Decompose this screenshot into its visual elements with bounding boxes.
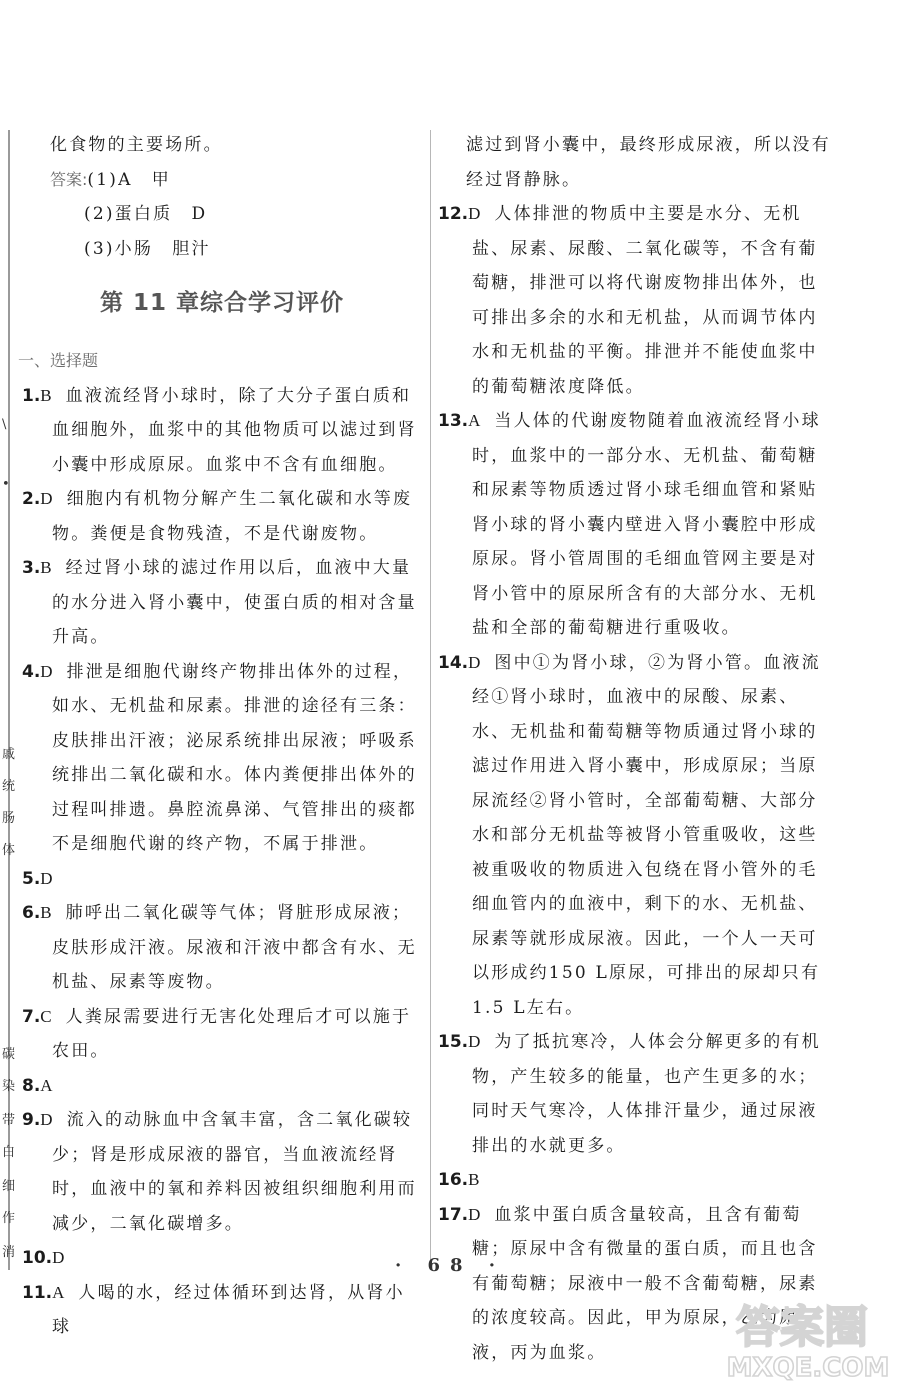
question-number: 2. <box>22 489 41 509</box>
answer-part: (2)蛋白质 D <box>84 204 208 224</box>
margin-fragment: 体 <box>2 843 16 858</box>
svg-text:答案圈: 答案圈 <box>736 1302 868 1353</box>
answer-letter: A <box>52 1282 65 1302</box>
question-item <box>22 1069 422 1104</box>
answer-letter: C <box>40 1006 52 1026</box>
answer-part: (3)小肠 胆汁 <box>84 238 211 259</box>
answer-label: 答案: <box>50 169 88 189</box>
continuation-text: 化食物的主要场所。 <box>50 135 223 155</box>
margin-fragment: 统 <box>2 779 16 794</box>
question-item <box>22 551 422 655</box>
explanation-text: 排泄是细胞代谢终产物排出体外的过程，如水、无机盐和尿素。排泄的途径有三条：皮肤排出汗液；泌尿系统排出尿液；呼吸系统排出二氧化碳和水。体内粪便排出体外的过程叫排遗。鼻腔流鼻涕、气管排出的痰都不是细胞代谢的终产物，不属于排泄。 <box>52 661 417 854</box>
margin-fragment: 碳 <box>2 1047 16 1062</box>
question-item <box>438 1163 836 1198</box>
margin-fragments <box>0 0 14 1390</box>
question-number: 9. <box>22 1110 41 1130</box>
margin-fragment: 戚 <box>2 747 16 762</box>
answer-letter: D <box>468 204 481 223</box>
page-number: · 68 · <box>394 1255 506 1276</box>
margin-fragment: 作 <box>2 1211 16 1226</box>
section-label: 一、选择题 <box>18 351 99 370</box>
explanation-text: 人粪尿需要进行无害化处理后才可以施于农田。 <box>52 1006 412 1061</box>
answer-letter: D <box>40 489 53 508</box>
answer-letter: D <box>40 868 53 888</box>
question-item <box>22 655 422 862</box>
explanation-text: 血液流经肾小球时，除了大分子蛋白质和血细胞外，血浆中的其他物质可以滤过到肾小囊中形成原尿。血浆中不含有血细胞。 <box>52 385 417 475</box>
answer-letter: D <box>468 1204 481 1224</box>
right-column <box>438 128 836 1370</box>
question-item <box>438 197 836 404</box>
explanation-text: 血浆中蛋白质含量较高，且含有葡萄糖；原尿中含有微量的蛋白质，而且也含有葡萄糖；尿液中一般不含葡萄糖，尿素的浓度较高。因此，甲为原尿，乙为尿液，丙为血浆。 <box>472 1204 818 1363</box>
margin-fragment: \ <box>2 417 7 432</box>
question-item <box>438 646 836 1026</box>
column-divider <box>430 130 431 1270</box>
answer-letter: D <box>468 1032 481 1051</box>
left-column <box>18 128 422 1345</box>
answer-letter: B <box>40 903 52 922</box>
margin-fragment: 消 <box>2 1245 16 1260</box>
chapter-title: 第 11 章综合学习评价 <box>99 290 345 316</box>
question-item <box>22 379 422 483</box>
question-item <box>22 1000 422 1069</box>
margin-fragment: 带 <box>2 1113 16 1128</box>
answer-letter: B <box>40 558 52 577</box>
question-number: 15. <box>438 1032 469 1052</box>
explanation-text: 细胞内有机物分解产生二氧化碳和水等废物。粪便是食物残渣，不是代谢废物。 <box>52 489 413 544</box>
answer-letter: D <box>52 1248 65 1267</box>
answer-letter: A <box>468 411 481 430</box>
question-item <box>22 1103 422 1241</box>
question-number: 14. <box>438 652 469 673</box>
answer-part: (1)A 甲 <box>87 169 171 190</box>
explanation-text: 为了抵抗寒冷，人体会分解更多的有机物，产生较多的能量，也产生更多的水；同时天气寒冷，人体排汗量少，通过尿液排出的水就更多。 <box>472 1032 821 1156</box>
question-number: 1. <box>22 385 41 406</box>
question-number: 8. <box>22 1075 41 1096</box>
explanation-text: 图中①为肾小球，②为肾小管。血液流经①肾小球时，血液中的尿酸、尿素、水、无机盐和葡萄糖等物质通过肾小球的滤过作用进入肾小囊中，形成原尿；当原尿流经②肾小管时，全部葡萄糖、大部分水和部分无机盐等被肾小管重吸收，这些被重吸收的物质进入包绕在肾小管外的毛细血管内的血液中，剩下的水、无机盐、尿素等就形成尿液。因此，一个人一天可以形成约150 L原尿，可排出的尿却只有1.5 L左右。 <box>472 652 821 1018</box>
answer-letter: D <box>40 661 53 681</box>
explanation-text: 人喝的水，经过体循环到达肾，从肾小球 <box>52 1282 405 1337</box>
margin-fragment: 白 <box>2 1145 16 1160</box>
explanation-text: 当人体的代谢废物随着血液流经肾小球时，血浆中的一部分水、无机盐、葡萄糖和尿素等物质透过肾小球毛细血管和紧贴肾小球的肾小囊内壁进入肾小囊腔中形成原尿。肾小管周围的毛细血管网主要是对肾小管中的原尿所含有的大部分水、无机盐和全部的葡萄糖进行重吸收。 <box>472 411 821 638</box>
explanation-text: 流入的动脉血中含氧丰富，含二氧化碳较少；肾是形成尿液的器官，当血液流经肾时，血液中的氧和养料因被组织细胞利用而减少，二氧化碳增多。 <box>52 1110 417 1234</box>
question-number: 17. <box>438 1204 469 1225</box>
explanation-text: 肺呼出二氧化碳等气体；肾脏形成尿液；皮肤形成汗液。尿液和汗液中都含有水、无机盐、尿素等废物。 <box>52 903 417 992</box>
question-number: 7. <box>22 1006 41 1027</box>
answer-letter: B <box>40 385 52 405</box>
question-number: 10. <box>22 1248 53 1268</box>
question-number: 16. <box>438 1170 469 1190</box>
explanation-text: 人体排泄的物质中主要是水分、无机盐、尿素、尿酸、二氧化碳等，不含有葡萄糖，排泄可以将代谢废物排出体外，也可排出多余的水和无机盐，从而调节体内水和无机盐的平衡。排泄并不能使血浆中的葡萄糖浓度降低。 <box>472 204 818 397</box>
question-item <box>22 482 422 551</box>
margin-fragment: 染 <box>2 1079 16 1094</box>
answer-letter: D <box>468 652 481 672</box>
question-number: 5. <box>22 868 41 889</box>
margin-fragment: 肠 <box>2 811 16 826</box>
margin-fragment: 细 <box>2 1179 16 1194</box>
question-item <box>22 1276 422 1345</box>
watermark-logo <box>712 1290 892 1384</box>
explanation-text: 经过肾小球的滤过作用以后，血液中大量的水分进入肾小囊中，使蛋白质的相对含量升高。 <box>52 558 417 647</box>
svg-text:MXQE.COM: MXQE.COM <box>726 1353 890 1383</box>
question-item <box>22 862 422 897</box>
answer-letter: D <box>40 1110 53 1129</box>
question-number: 12. <box>438 204 469 224</box>
question-number: 4. <box>22 661 41 682</box>
question-item <box>438 404 836 646</box>
question-number: 13. <box>438 411 469 431</box>
answer-letter: A <box>40 1075 53 1095</box>
question-number: 6. <box>22 903 41 923</box>
answer-letter: B <box>468 1170 480 1189</box>
continuation-text: 滤过到肾小囊中，最终形成尿液，所以没有经过肾静脉。 <box>466 135 831 190</box>
margin-fragment: • <box>2 477 10 492</box>
question-item <box>22 896 422 1000</box>
question-number: 11. <box>22 1282 53 1303</box>
answer-line <box>22 163 422 198</box>
question-number: 3. <box>22 558 41 578</box>
question-item <box>438 1025 836 1163</box>
